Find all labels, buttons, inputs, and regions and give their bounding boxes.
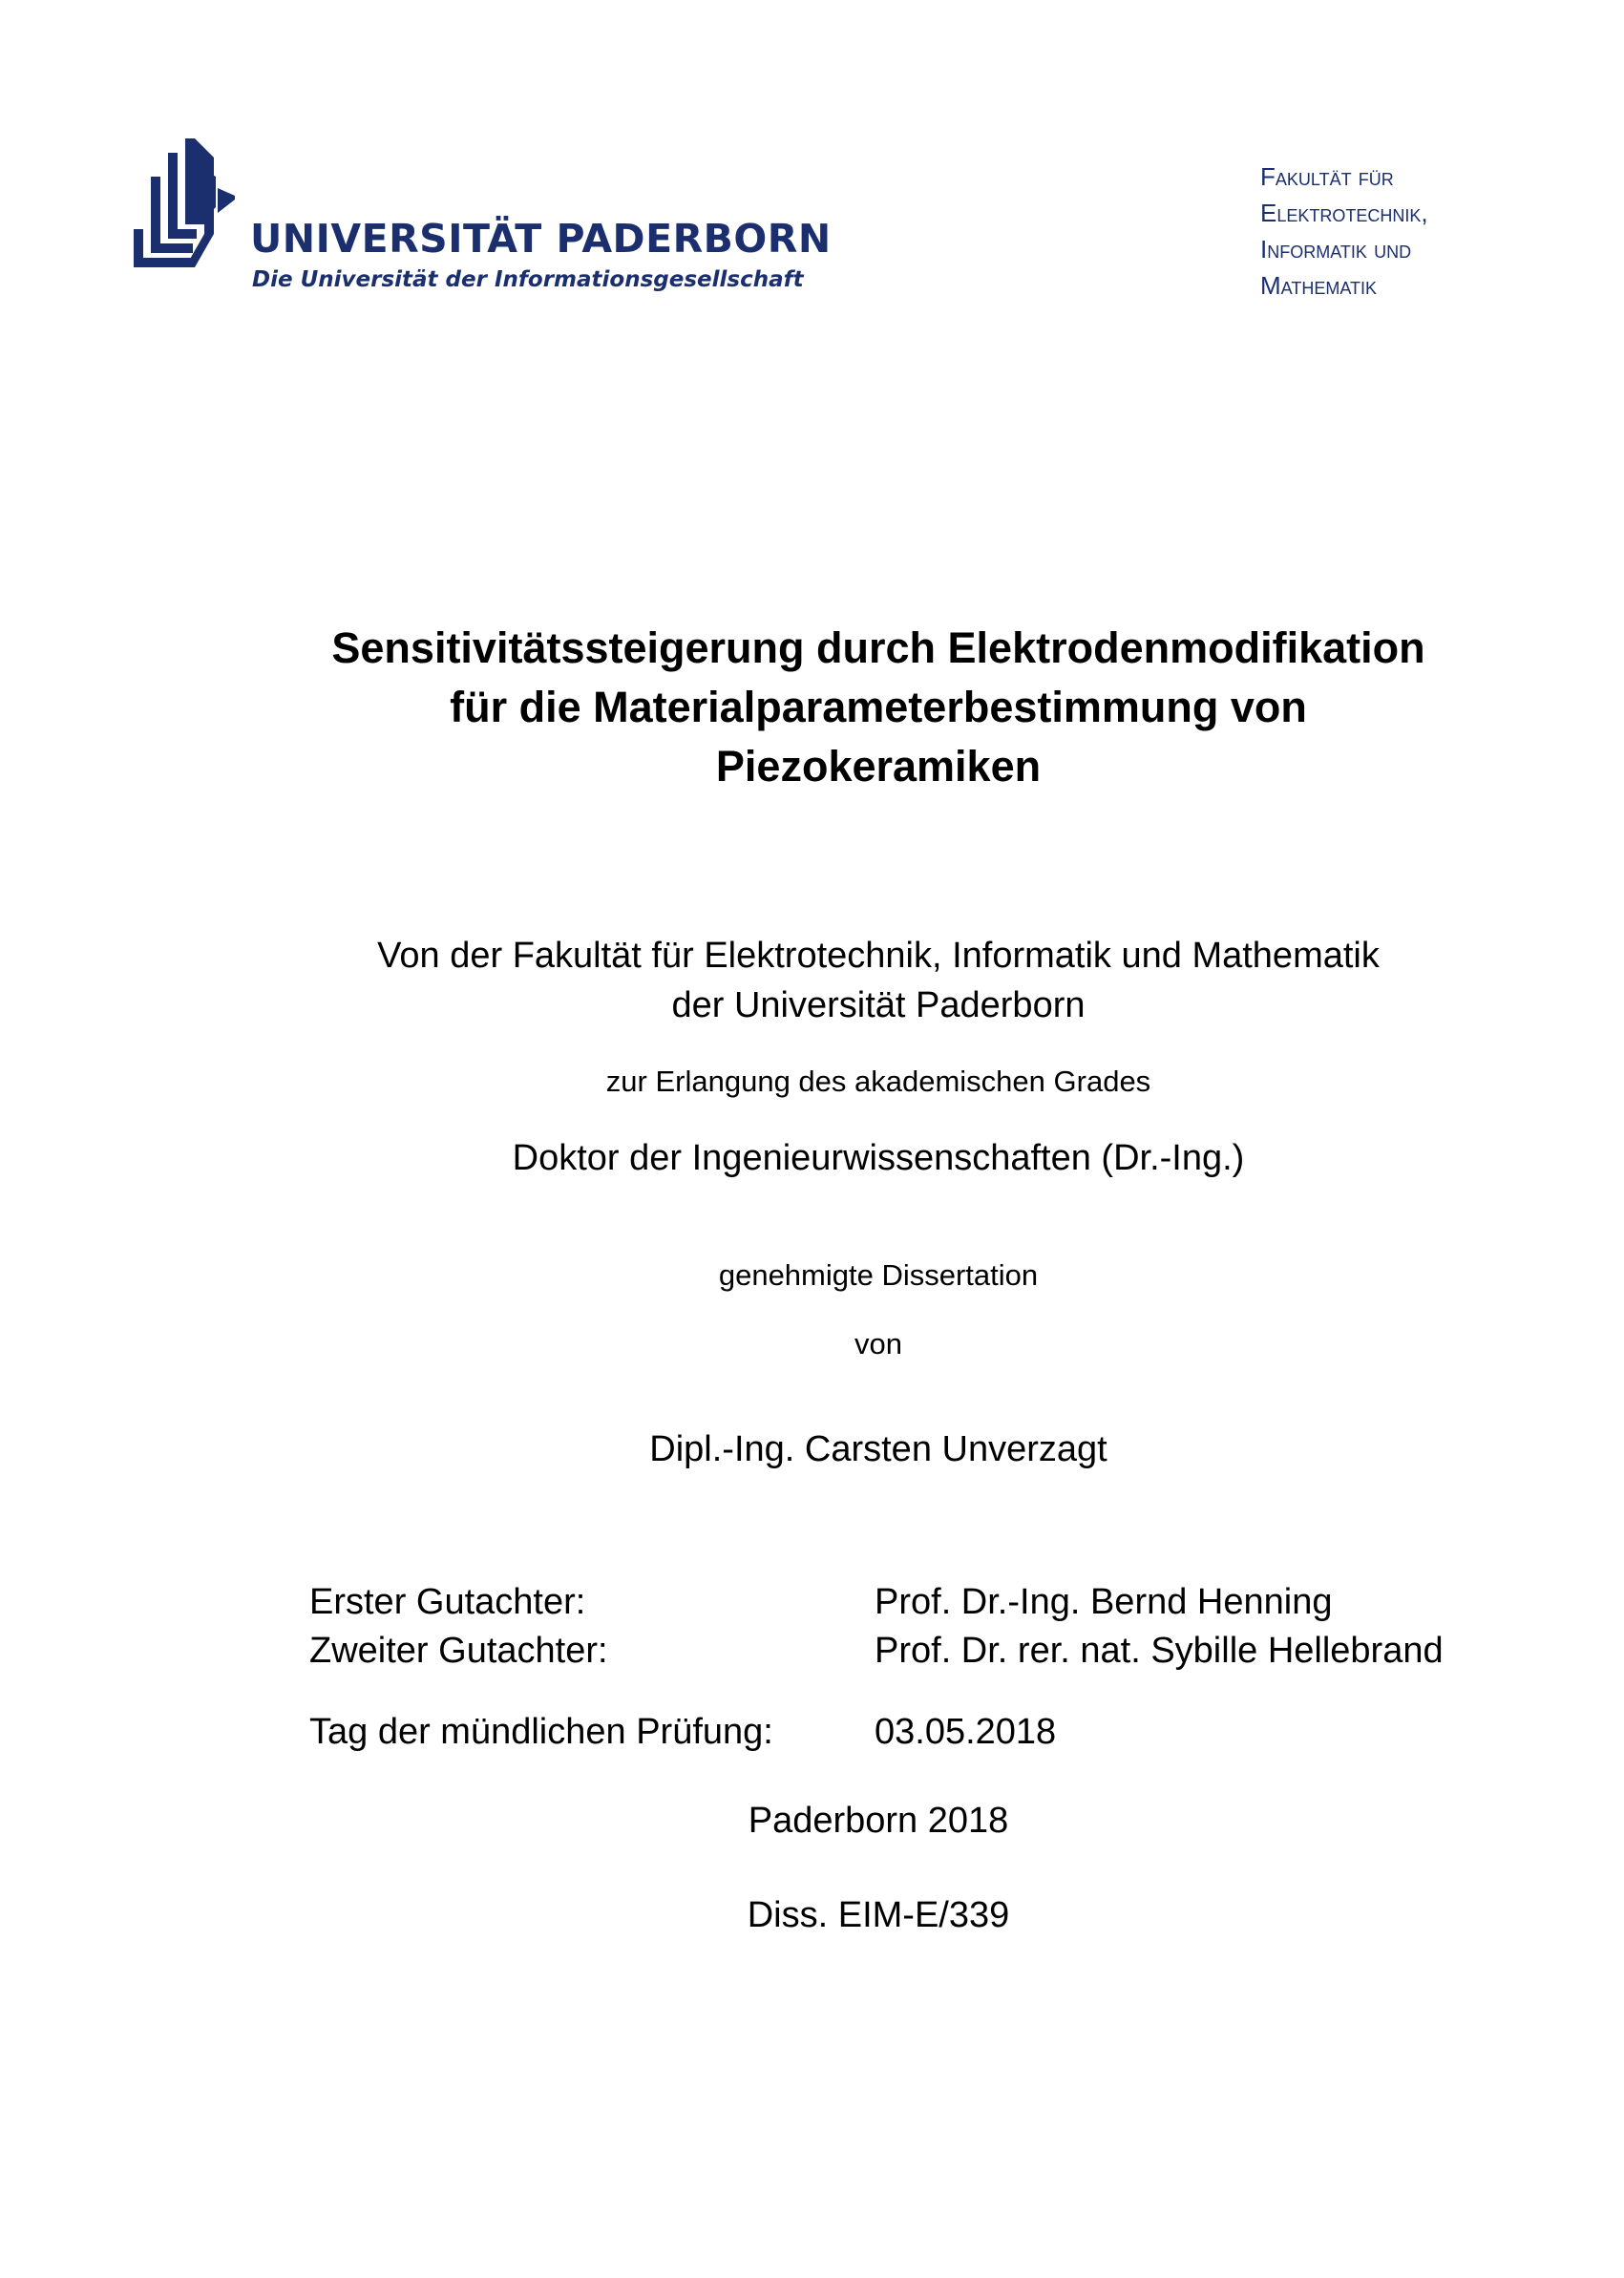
author-name: Dipl.-Ing. Carsten Unverzagt xyxy=(649,1429,1107,1469)
reviewer-name: Prof. Dr. rer. nat. Sybille Hellebrand xyxy=(875,1631,1444,1671)
degree-purpose: zur Erlangung des akademischen Grades xyxy=(605,1065,1151,1098)
intro-line: Von der Fakultät für Elektrotechnik, Informatik und Mathematik xyxy=(377,936,1380,976)
exam-date-label: Tag der mündlichen Prüfung: xyxy=(309,1712,773,1752)
exam-date-value: 03.05.2018 xyxy=(875,1712,1057,1752)
title-line: für die Materialparameterbestimmung von xyxy=(450,683,1307,731)
reviewer-label: Zweiter Gutachter: xyxy=(309,1631,608,1671)
faculty-line: Fakultät für xyxy=(1260,162,1394,191)
series-number: Diss. EIM-E/339 xyxy=(747,1895,1010,1935)
faculty-name xyxy=(1260,158,1428,304)
by-label: von xyxy=(854,1327,902,1360)
reviewer-label: Erster Gutachter: xyxy=(309,1582,586,1622)
intro-line: der Universität Paderborn xyxy=(671,985,1086,1025)
university-name: UNIVERSITÄT PADERBORN xyxy=(250,216,832,262)
reviewer-name: Prof. Dr.-Ing. Bernd Henning xyxy=(875,1582,1333,1622)
faculty-line: Mathematik xyxy=(1260,271,1377,300)
dissertation-title xyxy=(286,619,1470,796)
title-line: Piezokeramiken xyxy=(715,742,1042,791)
faculty-line: Elektrotechnik, xyxy=(1260,199,1428,227)
degree-name: Doktor der Ingenieurwissenschaften (Dr.-Ing.) xyxy=(512,1138,1245,1178)
title-line: Sensitivitätssteigerung durch Elektrodenmodifikation xyxy=(331,623,1425,672)
university-logo xyxy=(134,134,832,306)
faculty-line: Informatik und xyxy=(1260,235,1412,264)
university-tagline: Die Universität der Informationsgesellschaft xyxy=(252,267,804,292)
university-emblem-icon xyxy=(134,138,239,272)
place-and-year: Paderborn 2018 xyxy=(748,1801,1009,1841)
approved-dissertation: genehmigte Dissertation xyxy=(718,1258,1039,1292)
submitting-faculty xyxy=(286,931,1470,1030)
